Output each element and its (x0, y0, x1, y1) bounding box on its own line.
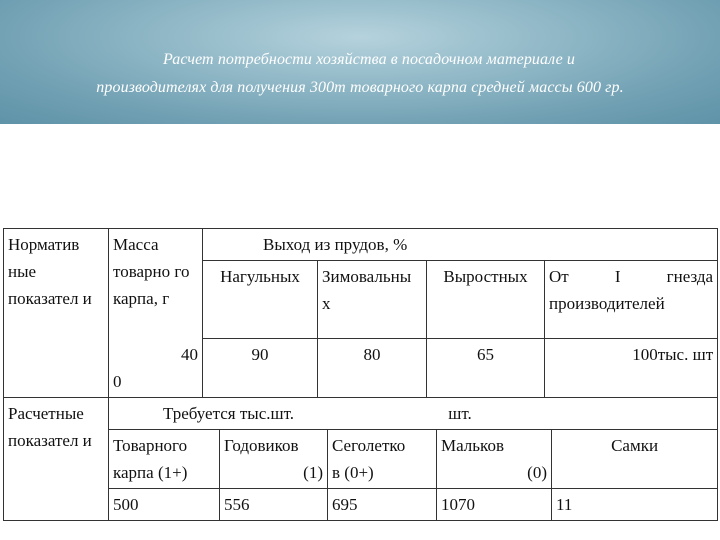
required-header-cell (109, 397, 718, 429)
col-gnezdo-cell (545, 261, 718, 339)
title-line-1: Расчет потребности хозяйства в посадочном материале и (162, 51, 575, 68)
col-zimov: Зимовальны х (322, 267, 412, 313)
norm-label-cell (4, 229, 109, 398)
val-gnezdo-cell (545, 339, 718, 398)
val-nagul: 90 (251, 345, 269, 364)
mass-value-a: 40 (181, 344, 198, 364)
val-malkov-cell (437, 488, 552, 520)
required-header: Требуется тыс.шт. (163, 403, 294, 423)
val-malkov: 1070 (441, 494, 475, 514)
title-line-2: производителях для получения 300т товарного карпа средней массы 600 гр. (96, 79, 624, 96)
pieces-header: шт. (448, 403, 472, 423)
val-godovikov: 556 (224, 494, 250, 514)
mass-header: Масса товарно го карпа, г (113, 235, 190, 308)
calc-label-cell (4, 397, 109, 520)
val-zimov: 80 (363, 345, 381, 364)
col-godovikov-cell (220, 429, 328, 488)
calc-table (3, 228, 718, 521)
col-gnezdo-gnezda: гнезда (666, 267, 714, 286)
val-segoletko: 695 (332, 494, 358, 514)
slide-title (0, 46, 720, 102)
calc-label: Расчетные показател и (8, 403, 92, 450)
col-gnezdo-i: I (614, 267, 621, 286)
col-nagul-cell (203, 261, 318, 339)
val-vyrost: 65 (477, 345, 494, 364)
val-tovarnogo: 500 (113, 494, 139, 514)
val-tovarnogo-cell (109, 488, 220, 520)
mass-header-cell (109, 229, 203, 339)
col-tovarnogo-cell (109, 429, 220, 488)
col-vyrost: Выростных (443, 267, 528, 286)
col-malkov-cell (437, 429, 552, 488)
col-zimov-cell (318, 261, 427, 339)
col-samki-cell (552, 429, 718, 488)
col-segoletko-cell (328, 429, 437, 488)
val-godovikov-cell (220, 488, 328, 520)
val-samki: 11 (556, 494, 573, 514)
val-segoletko-cell (328, 488, 437, 520)
val-gnezdo: 100тыс. шт (632, 345, 714, 364)
col-malkov-b: (0) (527, 462, 547, 482)
val-vyrost-cell (427, 339, 545, 398)
yield-header: Выход из прудов, % (263, 235, 408, 254)
col-nagul: Нагульных (220, 267, 300, 286)
col-tovarnogo: Товарного карпа (1+) (113, 435, 188, 482)
col-godovikov-a: Годовиков (224, 435, 299, 455)
slide-header (0, 0, 720, 124)
col-segoletko-b: в (0+) (332, 462, 374, 482)
col-gnezdo-ot: От (549, 267, 569, 286)
col-godovikov-b: (1) (303, 462, 323, 482)
col-samki: Самки (611, 435, 659, 455)
col-gnezdo-line2: производителей (549, 294, 665, 313)
val-samki-cell (552, 488, 718, 520)
col-segoletko-a: Сеголетко (332, 435, 406, 455)
col-malkov-a: Мальков (441, 435, 504, 455)
mass-value-b: 0 (113, 371, 122, 391)
norm-label: Норматив ные показател и (8, 235, 92, 308)
mass-value-cell (109, 339, 203, 398)
col-vyrost-cell (427, 261, 545, 339)
yield-header-cell (203, 229, 718, 261)
val-zimov-cell (318, 339, 427, 398)
val-nagul-cell (203, 339, 318, 398)
